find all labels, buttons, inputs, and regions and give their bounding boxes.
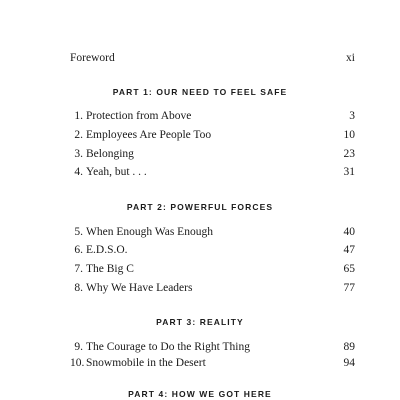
toc-entry — [70, 340, 355, 354]
chapter-page-number: 31 — [343, 166, 355, 178]
toc-entry — [70, 128, 355, 142]
chapter-page-number: 3 — [349, 110, 355, 122]
chapter-page-number: 10 — [343, 129, 355, 141]
chapter-title: Belonging — [86, 148, 134, 160]
chapter-title: The Courage to Do the Right Thing — [86, 341, 250, 353]
foreword-title: Foreword — [70, 52, 115, 64]
toc-entry — [70, 165, 355, 179]
chapter-page-number: 65 — [343, 263, 355, 275]
foreword-entry — [70, 51, 355, 65]
chapter-page-number: 40 — [343, 226, 355, 238]
toc-entry — [70, 243, 355, 257]
chapter-title: The Big C — [86, 263, 134, 275]
chapter-title: Employees Are People Too — [86, 129, 212, 141]
chapter-page-number: 89 — [343, 341, 355, 353]
toc-entry — [70, 356, 355, 370]
toc-entry — [70, 225, 355, 239]
chapter-page-number: 47 — [343, 244, 355, 256]
part-1-heading: PART 1: OUR NEED TO FEEL SAFE — [112, 87, 288, 97]
toc-entry — [70, 147, 355, 161]
chapter-page-number: 94 — [343, 357, 355, 369]
foreword-page-number: xi — [346, 52, 355, 64]
chapter-number: 3. — [74, 148, 83, 160]
chapter-number: 8. — [74, 282, 83, 294]
part-2-heading: PART 2: POWERFUL FORCES — [126, 202, 274, 212]
chapter-number: 1. — [74, 110, 83, 122]
chapter-number: 2. — [74, 129, 83, 141]
chapter-title: When Enough Was Enough — [86, 226, 213, 238]
chapter-number: 7. — [74, 263, 83, 275]
chapter-number: 10. — [70, 357, 85, 369]
chapter-title: Protection from Above — [86, 110, 192, 122]
chapter-title: Yeah, but . . . — [86, 166, 147, 178]
chapter-number: 6. — [74, 244, 83, 256]
chapter-title: E.D.S.O. — [86, 244, 128, 256]
chapter-number: 9. — [74, 341, 83, 353]
part-4-heading: PART 4: HOW WE GOT HERE — [128, 389, 272, 399]
chapter-page-number: 23 — [343, 148, 355, 160]
chapter-title: Snowmobile in the Desert — [86, 357, 206, 369]
chapter-page-number: 77 — [343, 282, 355, 294]
toc-entry — [70, 262, 355, 276]
chapter-number: 5. — [74, 226, 83, 238]
chapter-number: 4. — [74, 166, 83, 178]
chapter-title: Why We Have Leaders — [86, 282, 193, 294]
toc-entry — [70, 281, 355, 295]
toc-entry — [70, 109, 355, 123]
part-3-heading: PART 3: REALITY — [156, 317, 244, 327]
